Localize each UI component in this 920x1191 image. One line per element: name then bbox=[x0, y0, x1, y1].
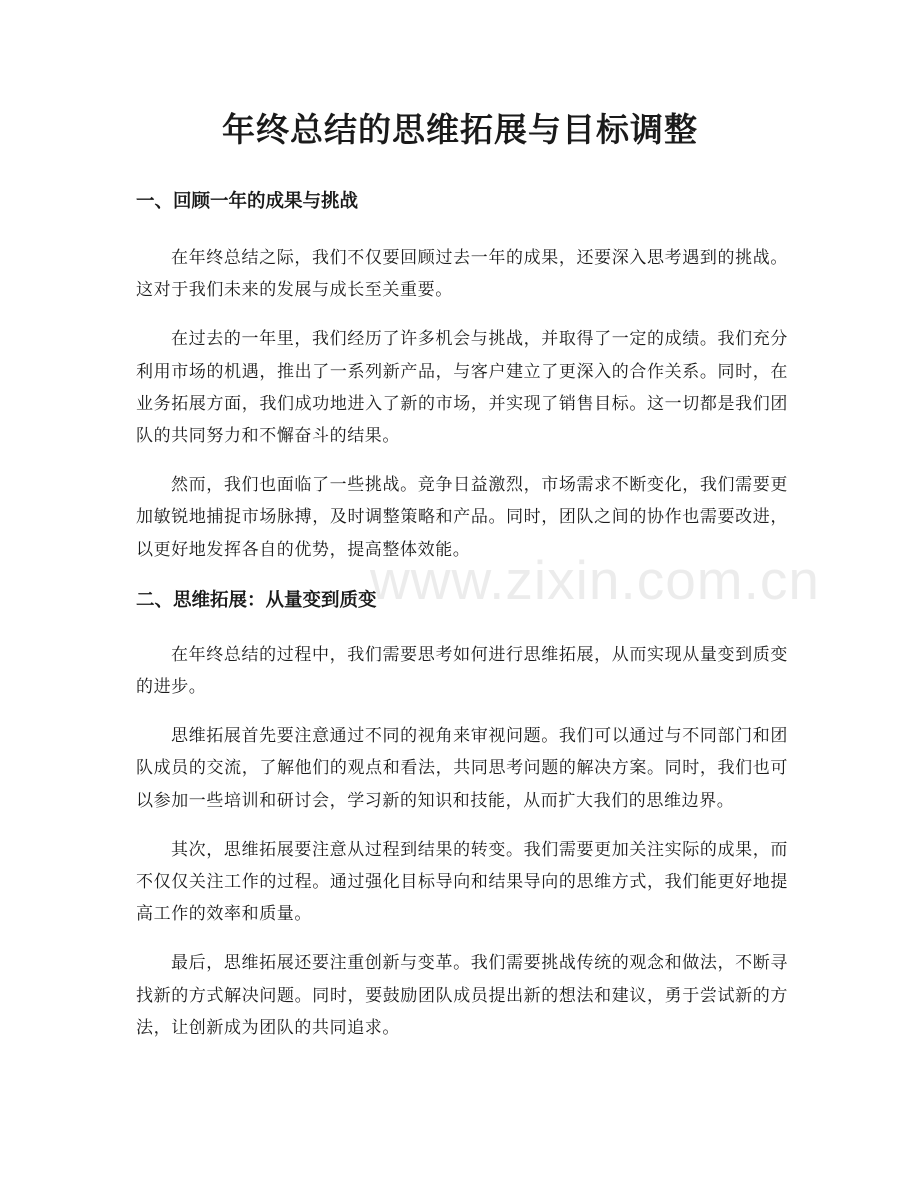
document-body bbox=[136, 184, 788, 1061]
paragraph: 其次，思维拓展要注意从过程到结果的转变。我们需要更加关注实际的成果，而不仅仅关注工作的过程。通过强化目标导向和结果导向的思维方式，我们能更好地提高工作的效率和质量。 bbox=[136, 839, 788, 925]
paragraph: 在年终总结的过程中，我们需要思考如何进行思维拓展，从而实现从量变到质变的进步。 bbox=[136, 644, 788, 698]
watermark: www.zixin.com.cn bbox=[370, 549, 820, 611]
paragraph: 在年终总结之际，我们不仅要回顾过去一年的成果，还要深入思考遇到的挑战。这对于我们未来的发展与成长至关重要。 bbox=[136, 248, 788, 301]
paragraph: 然而，我们也面临了一些挑战。竞争日益激烈，市场需求不断变化，我们需要更加敏锐地捕捉市场脉搏，及时调整策略和产品。同时，团队之间的协作也需要改进，以更好地发挥各自的优势，提高整体效能。 bbox=[136, 475, 788, 560]
paragraph: 在过去的一年里，我们经历了许多机会与挑战，并取得了一定的成绩。我们充分利用市场的机遇，推出了一系列新产品，与客户建立了更深入的合作关系。同时，在业务拓展方面，我们成功地进入了新的市场，并实现了销售目标。这一切都是我们团队的共同努力和不懈奋斗的结果。 bbox=[136, 329, 788, 447]
section-heading: 二、思维拓展：从量变到质变 bbox=[136, 589, 377, 611]
document-title: 年终总结的思维拓展与目标调整 bbox=[222, 110, 698, 149]
section-heading: 一、回顾一年的成果与挑战 bbox=[136, 191, 359, 212]
paragraph: 思维拓展首先要注意通过不同的视角来审视问题。我们可以通过与不同部门和团队成员的交流，了解他们的观点和看法，共同思考问题的解决方案。同时，我们也可以参加一些培训和研讨会，学习新的知识和技能，从而扩大我们的思维边界。 bbox=[136, 726, 788, 811]
paragraph: 最后，思维拓展还要注重创新与变革。我们需要挑战传统的观念和做法，不断寻找新的方式解决问题。同时，要鼓励团队成员提出新的想法和建议，勇于尝试新的方法，让创新成为团队的共同追求。 bbox=[136, 953, 788, 1038]
section-review bbox=[136, 184, 788, 566]
section-thinking bbox=[136, 583, 788, 1044]
